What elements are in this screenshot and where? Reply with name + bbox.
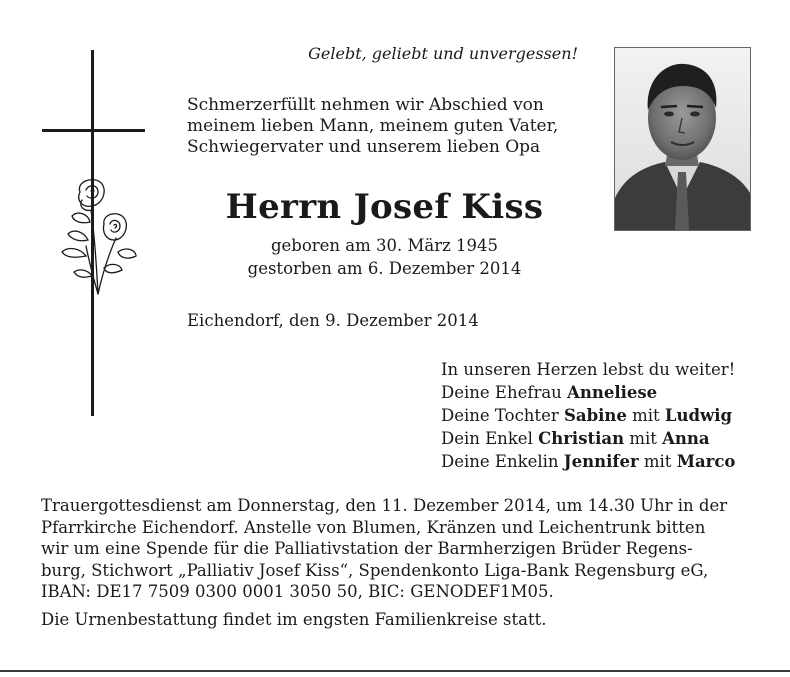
birth-date: geboren am 30. März 1945 (270, 236, 499, 255)
cross-bar (42, 129, 145, 132)
deceased-name: Herrn Josef Kiss (225, 187, 544, 227)
notice-line: wir um eine Spende für die Palliativstation der Barmherzigen Brüder Regens- (41, 539, 693, 559)
rose-icon (58, 176, 140, 296)
intro-line: Schmerzerfüllt nehmen wir Abschied von (187, 95, 544, 115)
family-row: Deine Tochter Sabine mit Ludwig (441, 406, 733, 425)
closing-line: Die Urnenbestattung findet im engsten Familienkreise statt. (41, 609, 547, 629)
family-heading: In unseren Herzen lebst du weiter! (441, 360, 736, 379)
place-date: Eichendorf, den 9. Dezember 2014 (187, 311, 479, 330)
intro-text (187, 95, 582, 158)
notice-line: Trauergottesdienst am Donnerstag, den 11. Dezember 2014, um 14.30 Uhr in der (41, 496, 728, 515)
portrait-photo (614, 47, 751, 231)
intro-line: Schwiegervater und unserem lieben Opa (187, 137, 541, 157)
notice-line: burg, Stichwort „Palliativ Josef Kiss“, Spendenkonto Liga-Bank Regensburg eG, (41, 560, 709, 580)
intro-line: meinem lieben Mann, meinem guten Vater, (187, 116, 559, 136)
bottom-rule (0, 670, 790, 672)
family-row: Deine Enkelin Jennifer mit Marco (441, 452, 736, 471)
life-dates (187, 234, 582, 280)
family-row: Deine Ehefrau Anneliese (441, 383, 658, 402)
family-row: Dein Enkel Christian mit Anna (441, 429, 710, 448)
service-notice (41, 495, 749, 631)
motto: Gelebt, geliebt und unvergessen! (308, 44, 578, 63)
notice-line: IBAN: DE17 7509 0300 0001 3050 50, BIC: GENODEF1M05. (41, 582, 554, 602)
family-block (441, 358, 735, 473)
notice-line: Pfarrkirche Eichendorf. Anstelle von Blumen, Kränzen und Leichentrunk bitten (41, 517, 706, 537)
death-date: gestorben am 6. Dezember 2014 (247, 259, 522, 278)
